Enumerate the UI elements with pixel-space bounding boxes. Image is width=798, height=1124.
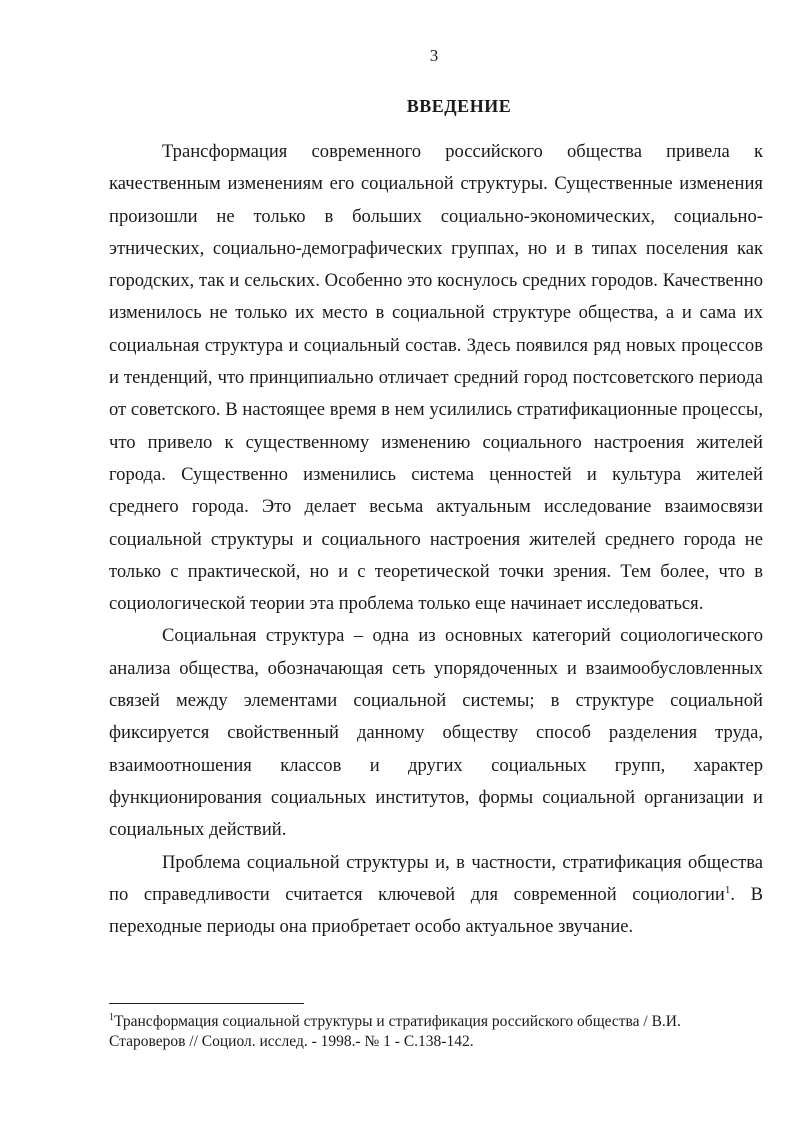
- paragraph-1: Трансформация современного российского общества привела к качественным изменениям его социальной структуры. Существенные изменения произошли не только в больших социально-экономических, социально-этнических, социально-демографических группах, но и в типах поселения как городских, так и сельских. Особенно это коснулось средних городов. Качественно изменилось не только их место в социальной структуре общества, а и сама их социальная структура и социальный состав. Здесь появился ряд новых процессов и тенденций, что принципиально отличает средний город постсоветского периода от советского. В настоящее время в нем усилились стратификационные процессы, что привело к существенному изменению социального настроения жителей города. Существенно изменились система ценностей и культура жителей среднего города. Это делает весьма актуальным исследование взаимосвязи социальной структуры и социального настроения жителей среднего города не только с практической, но и с теоретической точки зрения. Тем более, что в социологической теории эта проблема только еще начинает исследоваться.: [109, 141, 763, 615]
- paragraph-2: Социальная структура – одна из основных категорий социологического анализа общества, обозначающая сеть упорядоченных и взаимообусловленных связей между элементами социальной системы; в структуре социальной фиксируется свойственный данному обществу способ разделения труда, взаимоотношения классов и других социальных групп, характер функционирования социальных институтов, формы социальной организации и социальных действий.: [109, 625, 763, 841]
- footnote-text: Трансформация социальной структуры и стратификация российского общества / В.И. Староверов // Социол. исслед. - 1998.- № 1 - С.138-142.: [109, 1013, 681, 1050]
- footnote: [109, 1012, 749, 1052]
- paragraph-3-text-before: Проблема социальной структуры и, в частности, стратификация общества по справедливости считается ключевой для современной социологии: [109, 851, 763, 905]
- footnote-reference[interactable]: 1: [724, 883, 731, 896]
- body-text: [109, 136, 763, 943]
- page-number: 3: [429, 46, 439, 65]
- paragraph-3-text-after: . В переходные периоды она приобретает особо актуальное звучание.: [109, 883, 764, 938]
- footnote-number: 1: [109, 1011, 114, 1023]
- footnote-separator: [109, 1003, 304, 1004]
- page-heading: ВВЕДЕНИЕ: [406, 96, 512, 116]
- paragraph-3: [109, 847, 763, 944]
